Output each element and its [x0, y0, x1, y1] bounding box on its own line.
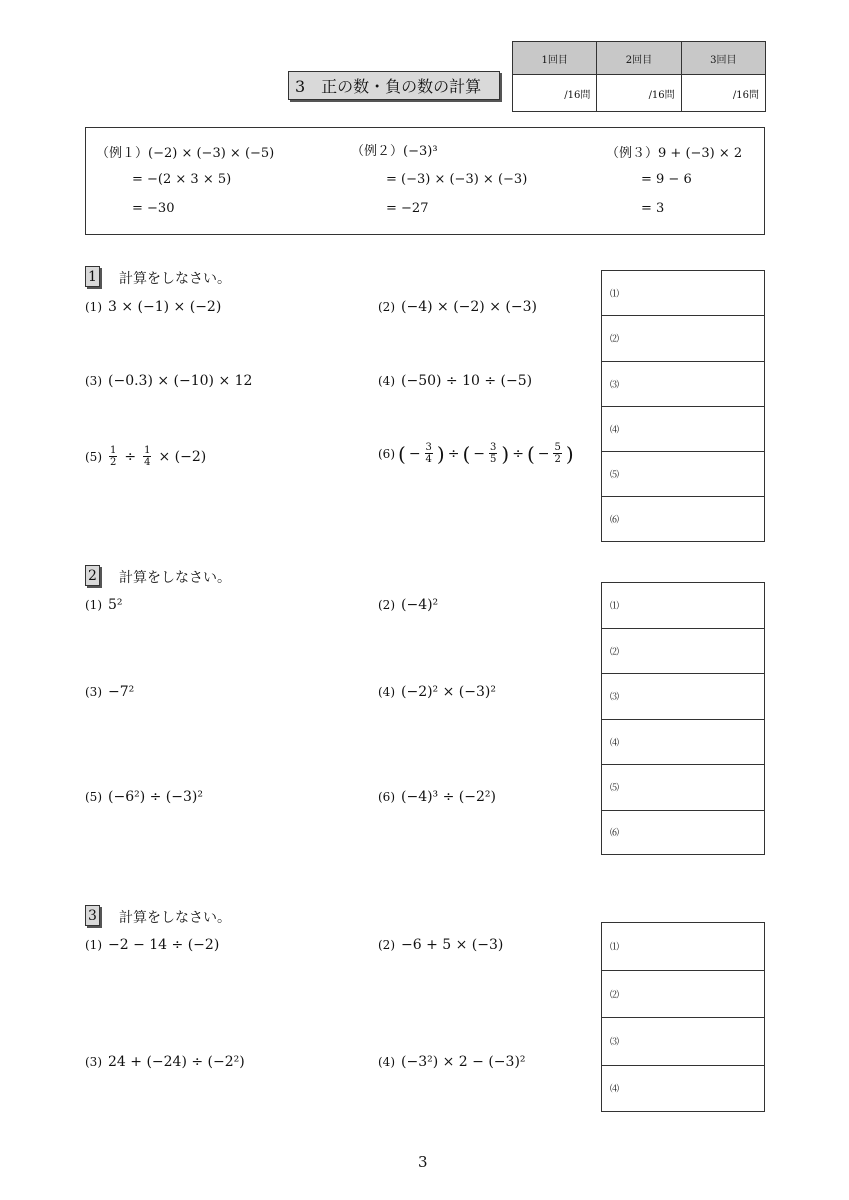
s3-problem-3: (3) 24 + (−24) ÷ (−2²) [85, 1054, 245, 1070]
score-value-3[interactable]: /16問 [681, 75, 765, 112]
s2-problem-3: (3) −7² [85, 684, 135, 700]
answer-cell[interactable]: ⑴ [602, 583, 764, 629]
answer-cell[interactable]: ⑶ [602, 674, 764, 720]
example-2-line-1: （例２）(−3)³ [351, 144, 438, 159]
s1-problem-2: (2) (−4) × (−2) × (−3) [378, 299, 537, 315]
answer-cell[interactable]: ⑵ [602, 971, 764, 1019]
score-header-3: 3回目 [681, 42, 765, 75]
example-1-line-2: = −(2 × 3 × 5) [132, 172, 232, 187]
section-2-title: 計算をしなさい。 [119, 570, 231, 586]
example-3-line-2: = 9 − 6 [641, 172, 692, 187]
s2-problem-1: (1) 5² [85, 597, 123, 613]
s1-problem-4: (4) (−50) ÷ 10 ÷ (−5) [378, 373, 533, 389]
s1-problem-5: (5) $\frac{1}{2}$ ÷ $\frac{1}{4}$ × (−2) [85, 445, 207, 468]
section-3-number: 3 [85, 905, 100, 926]
answer-cell[interactable]: ⑶ [602, 362, 764, 407]
example-1-line-3: = −30 [132, 201, 175, 216]
example-1-line-1: （例１）(−2) × (−3) × (−5) [96, 146, 275, 161]
answer-cell[interactable]: ⑴ [602, 923, 764, 971]
fraction: $\frac{3}{4}$ [425, 442, 432, 465]
page-title: 3 正の数・負の数の計算 [288, 71, 500, 100]
answer-cell[interactable]: ⑶ [602, 1018, 764, 1066]
answer-cell[interactable]: ⑸ [602, 765, 764, 811]
s1-problem-3: (3) (−0.3) × (−10) × 12 [85, 373, 253, 389]
example-2-line-2: = (−3) × (−3) × (−3) [386, 172, 528, 187]
score-header-2: 2回目 [597, 42, 681, 75]
page-number: 3 [418, 1153, 428, 1171]
fraction: $\frac{5}{2}$ [554, 442, 561, 465]
s2-problem-6: (6) (−4)³ ÷ (−2²) [378, 789, 496, 805]
s3-problem-2: (2) −6 + 5 × (−3) [378, 937, 504, 953]
answer-cell[interactable]: ⑷ [602, 720, 764, 766]
section-2-number: 2 [85, 565, 100, 586]
answer-cell[interactable]: ⑷ [610, 1084, 620, 1095]
score-value-2[interactable]: /16問 [597, 75, 681, 112]
score-table [512, 41, 766, 112]
s2-problem-2: (2) (−4)² [378, 597, 439, 613]
answer-cell[interactable]: ⑹ [610, 515, 620, 526]
answer-cell[interactable]: ⑵ [602, 629, 764, 675]
s1-problem-6: (6) ( − $\frac{3}{4}$ ) ÷ ( − $\frac{3}{5}$ ) ÷ ( − $\frac{5}{2}$ ) [378, 441, 574, 466]
score-value-1[interactable]: /16問 [513, 75, 597, 112]
section-3-title: 計算をしなさい。 [119, 910, 231, 926]
fraction: $\frac{1}{4}$ [144, 445, 151, 468]
answer-cell[interactable]: ⑷ [602, 407, 764, 452]
s2-answer-column [601, 582, 765, 855]
example-3-line-1: （例３）9 + (−3) × 2 [606, 146, 743, 161]
s3-problem-4: (4) (−3²) × 2 − (−3)² [378, 1054, 526, 1070]
example-2-line-3: = −27 [386, 201, 429, 216]
fraction: $\frac{3}{5}$ [490, 442, 497, 465]
example-box [85, 127, 765, 235]
s3-answer-column [601, 922, 765, 1112]
s2-problem-5: (5) (−6²) ÷ (−3)² [85, 789, 203, 805]
example-3-line-3: = 3 [641, 201, 665, 216]
answer-cell[interactable]: ⑸ [602, 452, 764, 497]
s2-problem-4: (4) (−2)² × (−3)² [378, 684, 496, 700]
fraction: $\frac{1}{2}$ [110, 445, 117, 468]
s1-answer-column [601, 270, 765, 542]
score-header-1: 1回目 [513, 42, 597, 75]
s3-problem-1: (1) −2 − 14 ÷ (−2) [85, 937, 220, 953]
answer-cell[interactable]: ⑵ [602, 316, 764, 361]
answer-cell[interactable]: ⑴ [602, 271, 764, 316]
answer-cell[interactable]: ⑹ [610, 828, 620, 839]
section-1-number: 1 [85, 266, 100, 287]
section-1-title: 計算をしなさい。 [119, 271, 231, 287]
s1-problem-1: (1) 3 × (−1) × (−2) [85, 299, 222, 315]
